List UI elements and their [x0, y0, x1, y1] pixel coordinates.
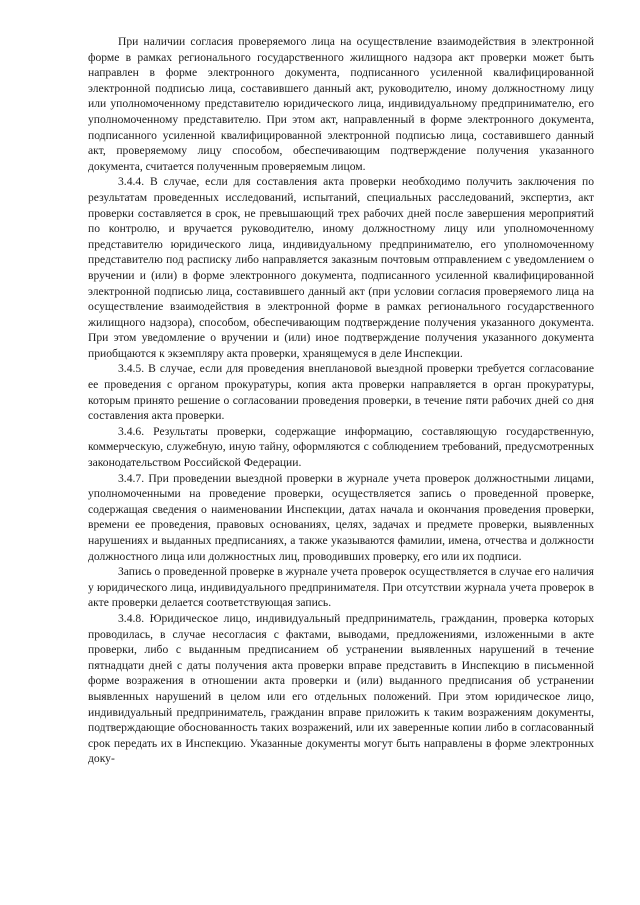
paragraph-inspection-log: Запись о проведенной проверке в журнале учета проверок осуществляется в случае его наличия у юридического лица, индивидуального предпринимателя. При отсутствии журнала учета проверок в акте проверки делается соответствующая запись.	[88, 565, 594, 610]
paragraph-3-4-4: 3.4.4. В случае, если для составления акта проверки необходимо получить заключения по результатам проведенных исследований, испытаний, специальных расследований, экспертиз, акт проверки составляется в срок, не превышающий трех рабочих дней после завершения мероприятий по контролю, и вручается руководителю, иному должностному лицу или уполномоченному представителю юридического лица, индивидуальному предпринимателю, его уполномоченному представителю под расписку либо направляется заказным почтовым отправлением с уведомлением о вручении и (или) в форме электронного документа, подписанного усиленной квалифицированной электронной подписью лица, составившего данный акт (при условии согласия проверяемого лица на осуществление взаимодействия в электронной форме в рамках регионального государственного жилищного надзора), способом, обеспечивающим подтверждение получения указанного документа. При этом уведомление о вручении и (или) иное подтверждение получения указанного документа приобщаются к экземпляру акта проверки, хранящемуся в деле Инспекции.	[88, 175, 594, 360]
document-page	[88, 34, 594, 767]
paragraph-3-4-7: 3.4.7. При проведении выездной проверки в журнале учета проверок должностными лицами, уполномоченными на проведение проверки, осуществляется запись о проведенной проверке, содержащая сведения о наименовании Инспекции, датах начала и окончания проведения проверки, времени ее проведения, правовых основаниях, целях, задачах и предмете проверки, выявленных нарушениях и выданных предписаниях, а также указываются фамилии, имена, отчества и должности должностного лица или должностных лиц, проводивших проверку, его или их подписи.	[88, 471, 594, 563]
paragraph-3-4-6: 3.4.6. Результаты проверки, содержащие информацию, составляющую государственную, коммерческую, служебную, иную тайну, оформляются с соблюдением требований, предусмотренных законодательством Российской Федерации.	[88, 424, 594, 470]
paragraph-3-4-8: 3.4.8. Юридическое лицо, индивидуальный предприниматель, гражданин, проверка которых проводилась, в случае несогласия с фактами, выводами, предложениями, изложенными в акте проверки, либо с выданным предписанием об устранении выявленных нарушений в течение пятнадцати дней с даты получения акта проверки вправе представить в Инспекцию в письменной форме возражения в отношении акта проверки и (или) выданного предписания об устранении выявленных нарушений в целом или его отдельных положений. При этом юридическое лицо, индивидуальный предприниматель, гражданин вправе приложить к таким возражениям документы, подтверждающие обоснованность таких возражений, или их заверенные копии либо в согласованный срок передать их в Инспекцию. Указанные документы могут быть направлены в форме электронных доку-	[88, 611, 594, 766]
paragraph-3-4-5: 3.4.5. В случае, если для проведения внеплановой выездной проверки требуется согласование ее проведения с органом прокуратуры, копия акта проверки направляется в орган прокуратуры, которым принято решение о согласовании проведения проверки, в течение пяти рабочих дней со дня составления акта проверки.	[88, 362, 594, 423]
paragraph-electronic-act: При наличии согласия проверяемого лица на осуществление взаимодействия в электронной форме в рамках регионального государственного жилищного надзора акт проверки может быть направлен в форме электронного документа, подписанного усиленной квалифицированной электронной подписью лица, составившего данный акт, руководителю, иному должностному лицу или уполномоченному представителю юридического лица, индивидуальному предпринимателю, его уполномоченному представителю. При этом акт, направленный в форме электронного документа, подписанного усиленной квалифицированной электронной подписью лица, составившего данный акт, проверяемому лицу способом, обеспечивающим подтверждение получения указанного документа, считается полученным проверяемым лицом.	[88, 35, 594, 173]
